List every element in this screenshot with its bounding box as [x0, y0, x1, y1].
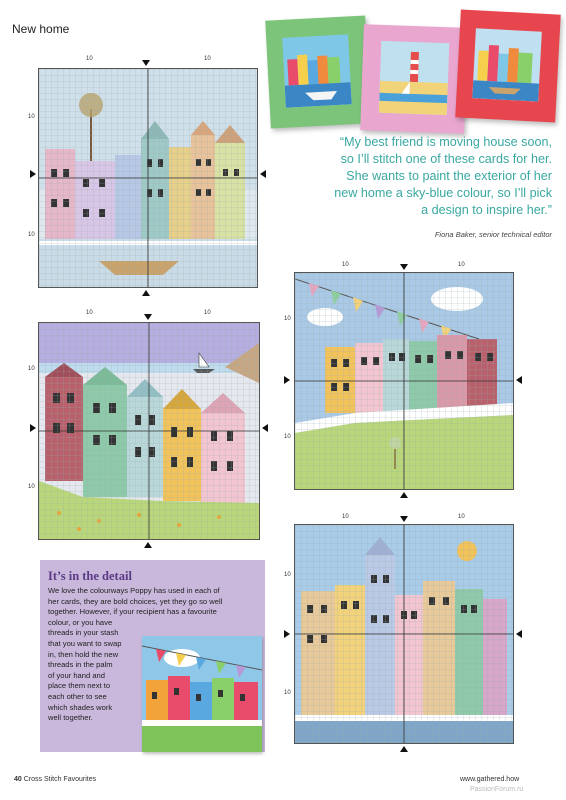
- center-marker-bottom: [142, 290, 150, 296]
- footer-left: [14, 776, 96, 783]
- detail-line: well together.: [48, 713, 93, 723]
- card-photo-green: [265, 15, 371, 128]
- chart-tick-label: 10: [28, 484, 35, 490]
- center-marker-left: [284, 376, 290, 384]
- center-marker-right: [516, 630, 522, 638]
- center-marker-right: [262, 424, 268, 432]
- detail-line: which shades work: [48, 702, 113, 712]
- center-marker-top: [400, 516, 408, 522]
- center-marker-right: [516, 376, 522, 384]
- chart-tick-label: 10: [204, 310, 211, 316]
- chart-tick-label: 10: [204, 56, 211, 62]
- detail-line: together. However, if your recipient has a favourite: [48, 607, 217, 617]
- chart-tick-label: 10: [28, 366, 35, 372]
- chart-tick-label: 10: [458, 514, 465, 520]
- chart-tick-label: 10: [28, 232, 35, 238]
- detail-line: place them next to: [48, 681, 111, 691]
- center-marker-left: [284, 630, 290, 638]
- quote-line: so I’ll stitch one of these cards for her.: [340, 152, 552, 166]
- chart-tick-label: 10: [284, 690, 291, 696]
- chart-tick-label: 10: [458, 262, 465, 268]
- detail-line: her cards, they are bold choices, yet they go so well: [48, 596, 223, 606]
- chart-tick-label: 10: [284, 434, 291, 440]
- center-marker-bottom: [144, 542, 152, 548]
- detail-line: threads in the palm: [48, 660, 113, 670]
- center-marker-left: [30, 424, 36, 432]
- detail-box-title: It’s in the detail: [48, 569, 132, 583]
- chart-tick-label: 10: [86, 310, 93, 316]
- magazine-name: Cross Stitch Favourites: [23, 776, 97, 783]
- center-marker-bottom: [400, 746, 408, 752]
- detail-line: We love the colourways Poppy has used in each of: [48, 586, 220, 595]
- section-title: New home: [12, 22, 70, 36]
- center-marker-top: [142, 60, 150, 66]
- detail-line: colour, or you have: [48, 617, 113, 627]
- center-marker-top: [144, 314, 152, 320]
- chart-tick-label: 10: [284, 572, 291, 578]
- center-marker-right: [260, 170, 266, 178]
- card-photo-red: [455, 9, 561, 122]
- center-marker-top: [400, 264, 408, 270]
- detail-photo-stitched-card: [142, 636, 262, 752]
- quote-text: [282, 134, 552, 219]
- quote-line: new home a sky-blue colour, so I’ll pick: [334, 186, 552, 200]
- chart-tick-label: 10: [284, 316, 291, 322]
- detail-line: each other to see: [48, 691, 107, 701]
- quote-line: She wants to paint the exterior of her: [346, 169, 552, 183]
- detail-line: threads in your stash: [48, 628, 119, 638]
- detail-line: of your hand and: [48, 670, 105, 680]
- quote-attribution: Fiona Baker, senior technical editor: [434, 230, 552, 239]
- center-marker-bottom: [400, 492, 408, 498]
- page-number: 40: [14, 776, 22, 783]
- footer-watermark: PassionForum.ru: [470, 786, 524, 793]
- chart-3-grid: [294, 272, 514, 490]
- chart-tick-label: 10: [342, 514, 349, 520]
- chart-tick-label: 10: [86, 56, 93, 62]
- chart-1-grid: [38, 68, 258, 288]
- chart-4-grid: [294, 524, 514, 744]
- detail-line: that you want to swap: [48, 638, 122, 648]
- card-photo-pink: [360, 24, 468, 134]
- quote-line: “My best friend is moving house soon,: [339, 135, 552, 149]
- chart-tick-label: 10: [342, 262, 349, 268]
- chart-2-grid: [38, 322, 260, 540]
- quote-line: a design to inspire her.”: [421, 203, 552, 217]
- chart-tick-label: 10: [28, 114, 35, 120]
- detail-line: in, then hold the new: [48, 649, 119, 659]
- center-marker-left: [30, 170, 36, 178]
- footer-website: www.gathered.how: [460, 776, 520, 783]
